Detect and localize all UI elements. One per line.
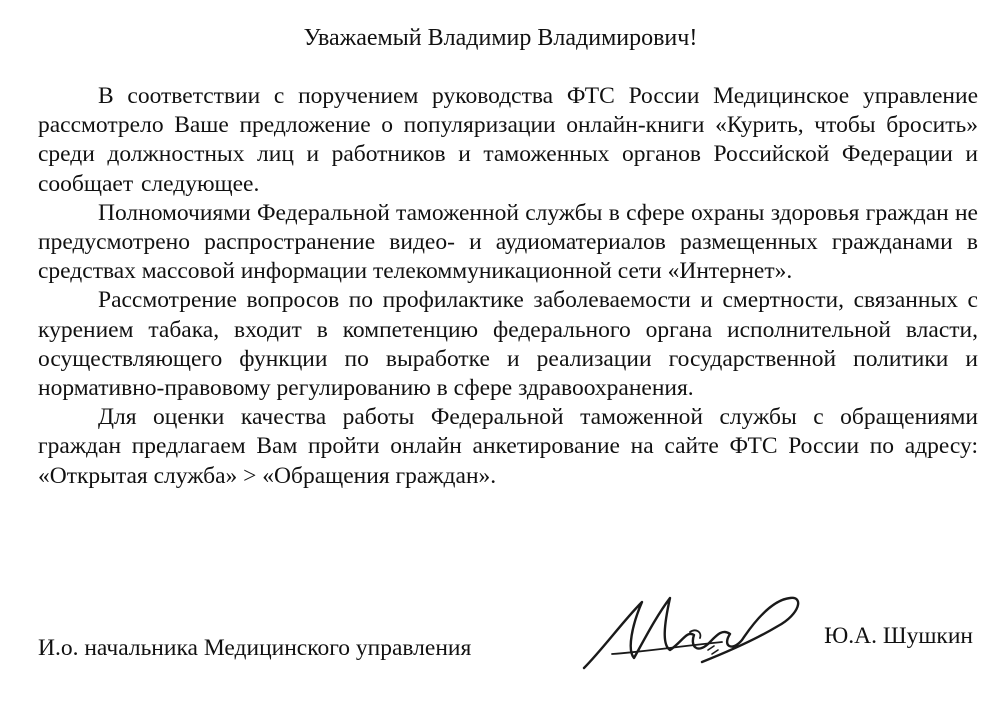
- handwritten-signature: [572, 580, 812, 680]
- signatory-title: И.о. начальника Медицинского управления: [38, 635, 472, 661]
- paragraph-1: В соответствии с поручением руководства ФТС России Медицинское управление рассмотрело Ваше предложение о популяризации онлайн-книги «Курить, чтобы бросить» среди должностных лиц и работников и таможенных органов Российской Федерации и сообщает следующее.: [38, 83, 978, 197]
- paragraph-2: Полномочиями Федеральной таможенной службы в сфере охраны здоровья граждан не предусмотрено распространение видео- и аудиоматериалов размещенных гражданами в средствах массовой информации телекоммуникационной сети «Интернет».: [38, 199, 978, 285]
- paragraph-4: Для оценки качества работы Федеральной таможенной службы с обращениями граждан предлагаем Вам пройти онлайн анкетирование на сайте ФТС России по адресу: «Открытая служба» > «Обращения граждан».: [38, 404, 978, 489]
- salutation: Уважаемый Владимир Владимирович!: [303, 25, 698, 51]
- signatory-name: Ю.А. Шушкин: [824, 623, 973, 649]
- paragraph-3: Рассмотрение вопросов по профилактике заболеваемости и смертности, связанных с курением табака, входит в компетенцию федерального органа исполнительной власти, осуществляющего функции по выработке и реализации государственной политики и нормативно-правовому регулированию в сфере здравоохранения.: [38, 287, 978, 402]
- letter-body: [38, 82, 978, 491]
